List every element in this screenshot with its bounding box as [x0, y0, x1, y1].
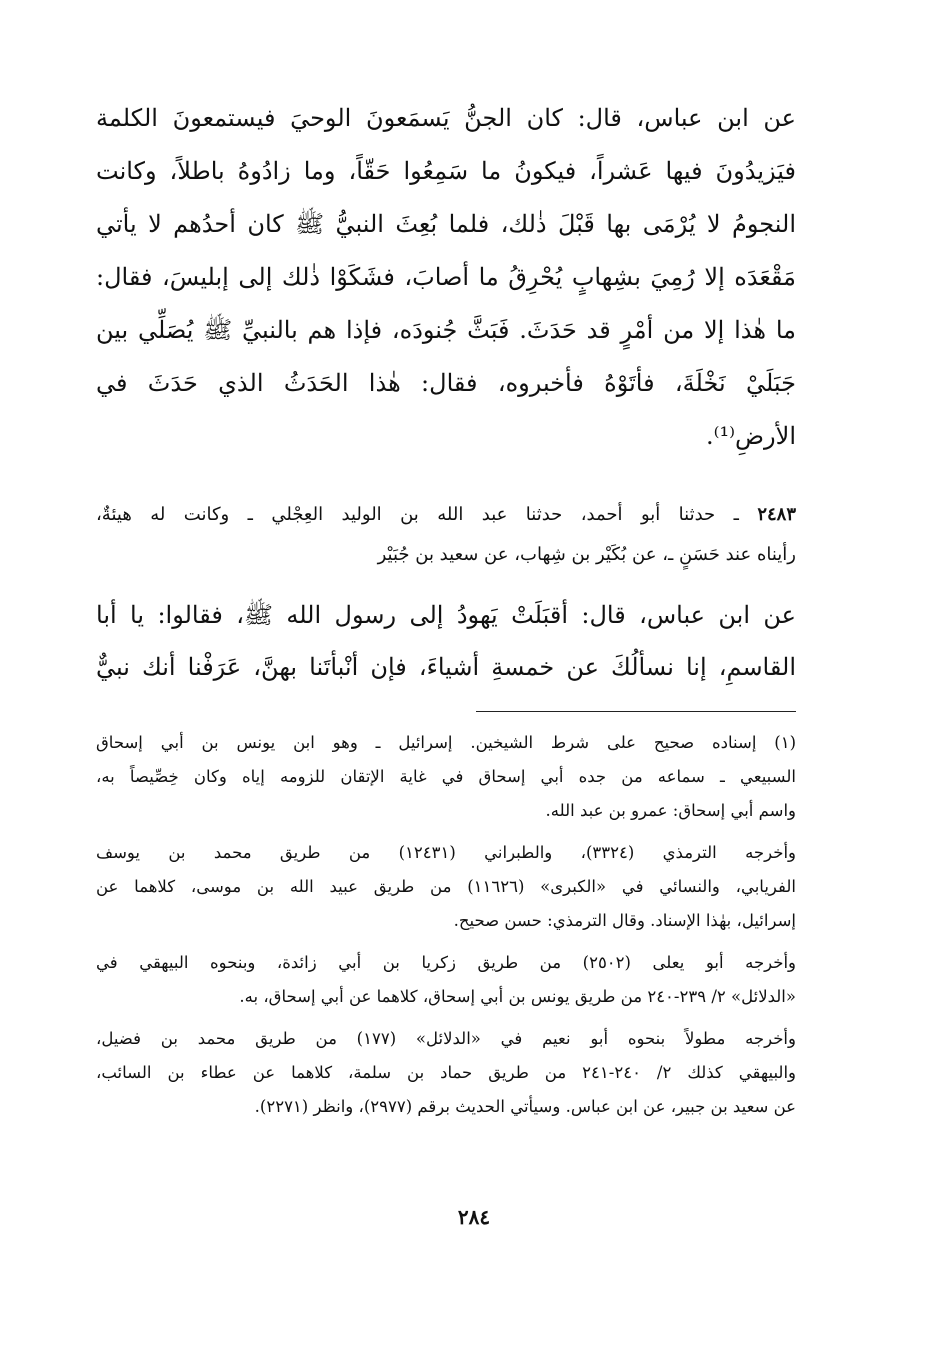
main-line: ما هٰذا إلا من أمْرٍ قد حَدَثَ. فَبَثَّ جُنودَه، فإذا هم بالنبيِّ ﷺ يُصَلِّي بين [96, 316, 796, 344]
footnotes [96, 726, 796, 1124]
isnad-line: رأيناه عند حَسَنٍ ـ، عن بُكَيْر بن شِهاب، عن سعيد بن جُبَيْر [377, 544, 796, 565]
page-number: ٢٨٤ [457, 1205, 491, 1229]
footnote-separator-wrap [96, 711, 796, 712]
footnote-line: (١) إسناده صحيح على شرط الشيخين. إسرائيل ـ وهو ابن يونس بن أبي إسحاق [96, 733, 796, 752]
hadith-line: عن ابن عباس، قال: أقبَلَتْ يَهودُ إلى رسول الله ﷺ، فقالوا: يا أبا [96, 601, 796, 629]
footnote-line: وأخرجه الترمذي (٣٣٢٤)، والطبراني (١٢٤٣١) من طريق محمد بن يوسف [96, 843, 796, 862]
main-line: مَقْعَدَه إلا رُمِيَ بشِهابٍ يُحْرِقُ ما أصابَ، فشَكَوْا ذٰلك إلى إبليسَ، فقال: [96, 263, 796, 291]
isnad-text: ـ حدثنا أبو أحمد، حدثنا عبد الله بن الوليد العِجْلي ـ وكانت له هيئةٌ، [96, 504, 739, 525]
isnad-line [96, 495, 796, 535]
main-line: الأرضِ⁽¹⁾. [705, 422, 796, 450]
footnote-line: والبيهقي كذلك ٢/ ٢٤٠-٢٤١ من طريق حماد بن سلمة، كلاهما عن عطاء بن السائب، [96, 1063, 796, 1082]
footnote-line: «الدلائل» ٢/ ٢٣٩-٢٤٠ من طريق يونس بن أبي إسحاق، كلاهما عن أبي إسحاق، به. [239, 987, 796, 1006]
main-line: فيَزيدُونَ فيها عَشراً، فيكونُ ما سَمِعُوا حَقّاً، وما زادُوهُ باطلاً، وكانت [96, 157, 796, 185]
footnote-line: الفريابي، والنسائي في «الكبرى» (١١٦٢٦) من طريق عبيد الله بن موسى، كلاهما عن [96, 877, 796, 896]
footnote-separator [476, 711, 796, 712]
hadith-isnad [96, 495, 796, 575]
hadith-text [96, 589, 796, 693]
hadith-number: ٢٤٨٣ [757, 504, 796, 525]
footnote-line: واسم أبي إسحاق: عمرو بن عبد الله. [545, 801, 796, 820]
main-line: النجومُ لا يُرْمَى بها قَبْلَ ذٰلك، فلما بُعِثَ النبيُّ ﷺ كان أحدُهم لا يأتي [96, 210, 796, 238]
footnote-line: وأخرجه مطولاً بنحوه أبو نعيم في «الدلائل» (١٧٧) من طريق محمد بن فضيل، [96, 1029, 796, 1048]
main-line: جَبَلَيْ نَخْلَةَ، فأتَوْهُ فأخبروه، فقال: هٰذا الحَدَثُ الذي حَدَثَ في [96, 369, 796, 397]
hadith-line: القاسمِ، إنا نسألُكَ عن خمسةِ أشياءَ، فإن أنْبأتَنا بهنَّ، عَرَفْنا أنك نبيٌّ [96, 653, 796, 681]
footnote-line: السبيعي ـ سماعه من جده أبي إسحاق في غاية الإتقان للزومه إياه وكان خِصِّيصاً به، [96, 767, 796, 786]
footnote-line: وأخرجه أبو يعلى (٢٥٠٢) من طريق زكريا بن أبي زائدة، وبنحوه البيهقي في [96, 953, 796, 972]
footnote-line: عن سعيد بن جبير، عن ابن عباس. وسيأتي الحديث برقم (٢٩٧٧)، وانظر (٢٢٧١). [254, 1097, 796, 1116]
footnote-line: إسرائيل، بهٰذا الإسناد. وقال الترمذي: حسن صحيح. [453, 911, 796, 930]
page-body [96, 92, 796, 1124]
main-text [96, 92, 796, 463]
main-line: عن ابن عباس، قال: كان الجنُّ يَسمَعونَ الوحيَ فيستمعونَ الكلمة [96, 104, 796, 132]
